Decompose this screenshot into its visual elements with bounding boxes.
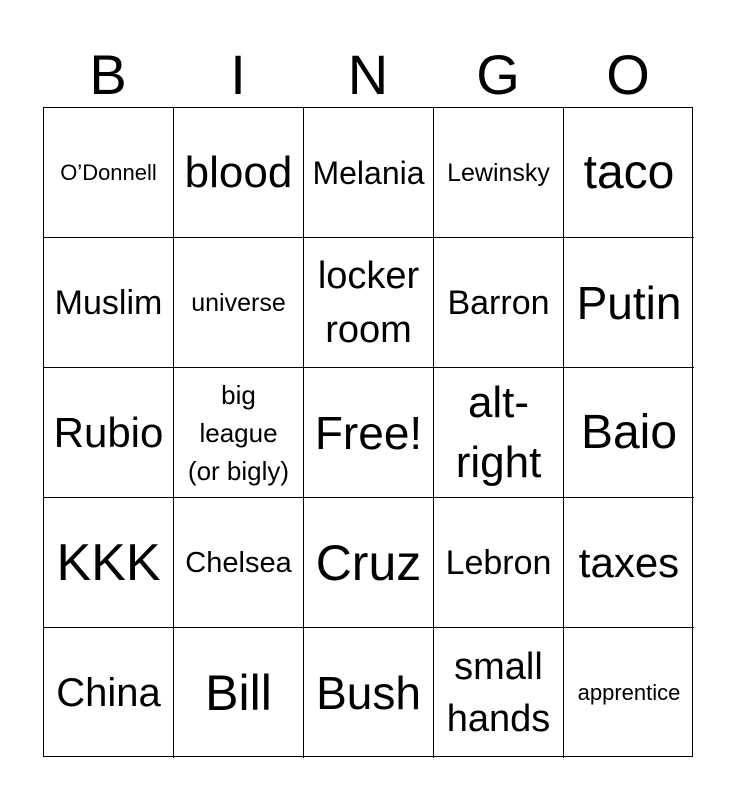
cell-label: Bill (205, 665, 272, 721)
cell-label: Lewinsky (447, 158, 550, 187)
cell-label: Free! (314, 406, 423, 459)
bingo-cell[interactable] (434, 108, 564, 238)
cell-label: small hands (446, 646, 551, 740)
bingo-cell[interactable] (44, 628, 174, 758)
bingo-cell[interactable] (434, 368, 564, 498)
header-letter-g: G (476, 43, 520, 106)
cell-label: apprentice (577, 680, 681, 705)
bingo-cell[interactable] (174, 238, 304, 368)
bingo-cell[interactable] (174, 628, 304, 758)
bingo-cell[interactable] (564, 628, 694, 758)
bingo-cell[interactable] (564, 108, 694, 238)
bingo-cell[interactable] (304, 498, 434, 628)
cell-label: Muslim (54, 283, 163, 322)
bingo-cell[interactable] (44, 368, 174, 498)
bingo-cell[interactable] (44, 498, 174, 628)
bingo-cell[interactable] (564, 368, 694, 498)
cell-label: Baio (580, 405, 678, 459)
cell-label: Putin (576, 276, 682, 329)
bingo-cell[interactable] (564, 238, 694, 368)
cell-label: Lebron (445, 543, 552, 582)
header-letter-n: N (347, 43, 389, 106)
cell-label: Rubio (53, 408, 164, 456)
cell-label: Melania (312, 154, 425, 191)
header-letter-b: B (89, 43, 127, 106)
cell-label: China (56, 671, 161, 715)
bingo-header (43, 42, 693, 108)
cell-label: alt- right (455, 377, 542, 487)
cell-label: Bush (316, 667, 421, 719)
bingo-cell[interactable] (44, 108, 174, 238)
header-letter-i: I (230, 43, 246, 106)
cell-label: Cruz (315, 534, 422, 591)
cell-label: Barron (447, 283, 550, 322)
bingo-cell[interactable] (434, 238, 564, 368)
cell-label: big league (or bigly) (187, 379, 290, 486)
bingo-cell[interactable] (304, 368, 434, 498)
bingo-cell[interactable] (434, 628, 564, 758)
bingo-cell[interactable] (304, 238, 434, 368)
cell-label: taxes (578, 538, 680, 586)
cell-label: taco (583, 145, 675, 199)
cell-label: universe (191, 288, 286, 317)
bingo-cell[interactable] (304, 628, 434, 758)
cell-label: Chelsea (185, 546, 292, 579)
cell-label: locker room (317, 254, 420, 351)
bingo-cell[interactable] (304, 108, 434, 238)
bingo-cell[interactable] (564, 498, 694, 628)
bingo-board (43, 107, 693, 757)
cell-label: blood (184, 147, 293, 197)
bingo-cell[interactable] (44, 238, 174, 368)
bingo-cell[interactable] (434, 498, 564, 628)
bingo-cell[interactable] (174, 368, 304, 498)
bingo-cell[interactable] (174, 498, 304, 628)
header-letter-o: O (606, 43, 650, 106)
cell-label: O’Donnell (60, 159, 157, 185)
cell-label: KKK (56, 533, 161, 592)
bingo-cell[interactable] (174, 108, 304, 238)
